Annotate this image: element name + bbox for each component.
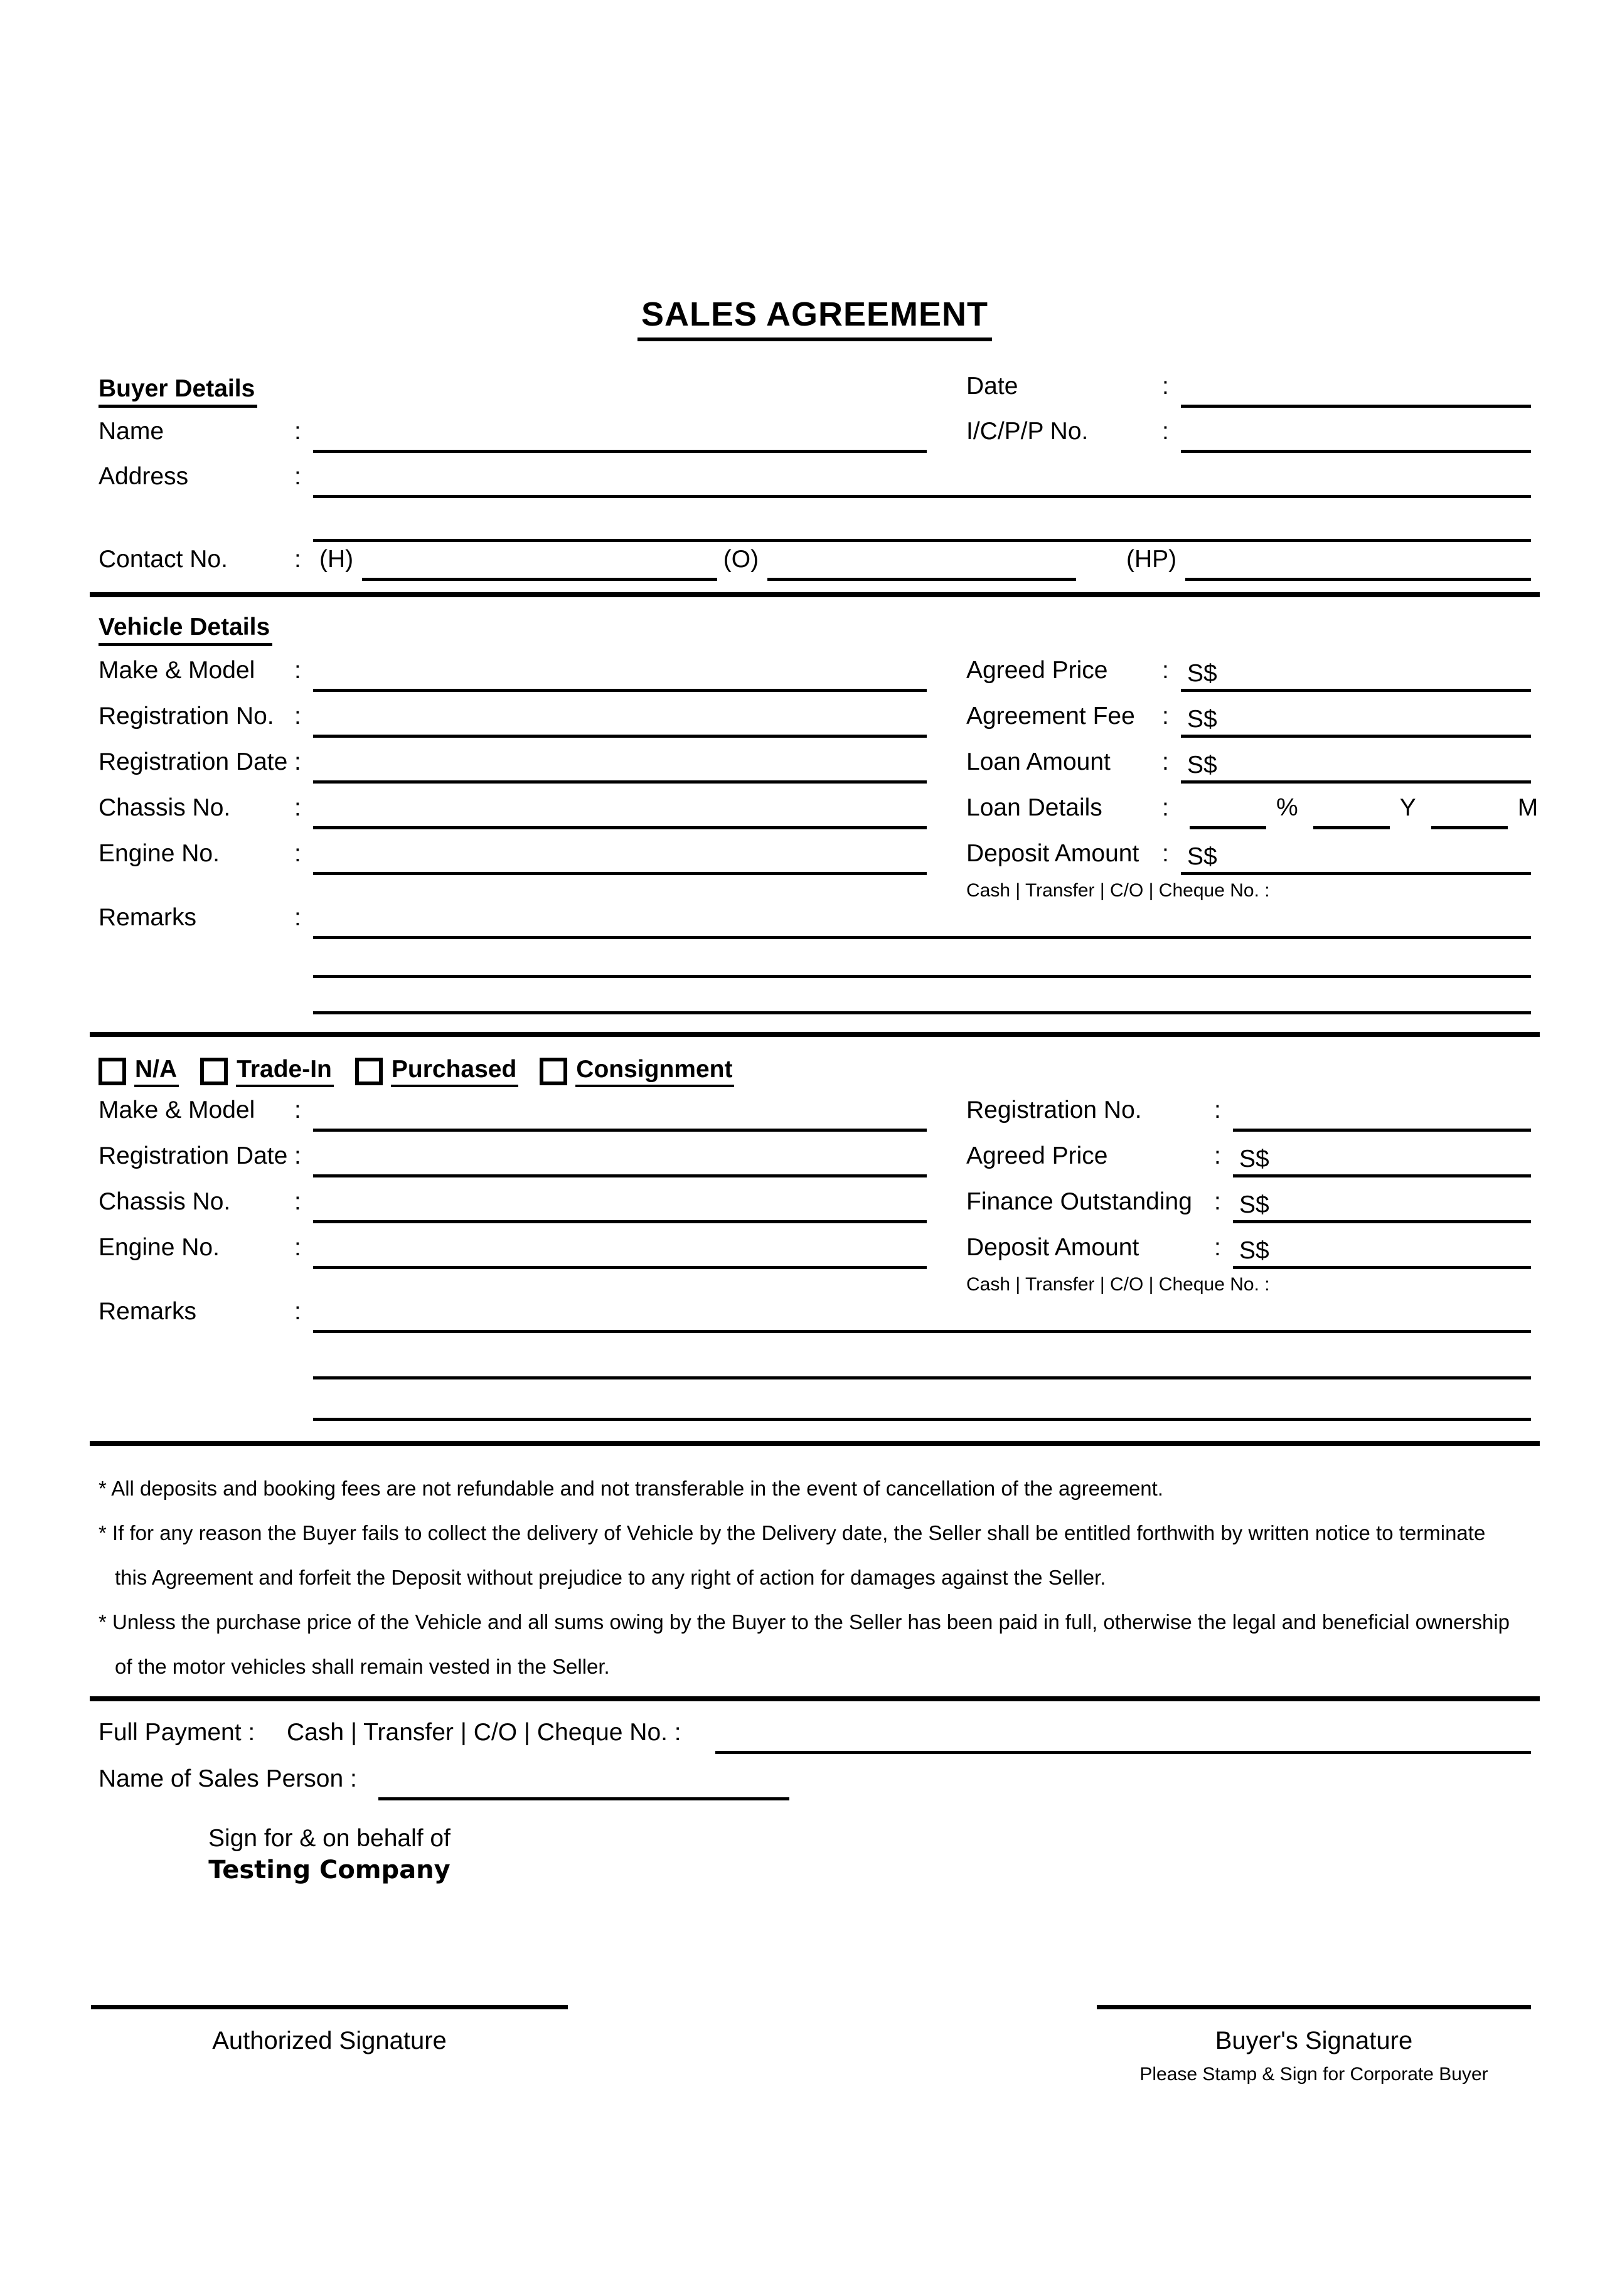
address-colon: : <box>294 463 301 490</box>
sign-on-behalf-text: Sign for & on behalf of <box>208 1825 451 1852</box>
vehicle-registration-date-line[interactable] <box>313 752 927 784</box>
vehicle-make-model-line[interactable] <box>313 660 927 692</box>
agreement-fee-colon: : <box>1162 703 1169 730</box>
finance-outstanding-label: Finance Outstanding <box>966 1188 1192 1215</box>
vehicle-deposit-currency: S$ <box>1187 843 1217 870</box>
tradein-deposit-amount-line[interactable] <box>1233 1237 1531 1269</box>
trade-in-checkbox[interactable] <box>200 1058 228 1085</box>
loan-months-line[interactable] <box>1431 801 1508 829</box>
agreed-price-line[interactable] <box>1181 660 1531 692</box>
vehicle-details-heading: Vehicle Details <box>99 614 272 646</box>
ic-colon: : <box>1162 418 1169 445</box>
page-title: SALES AGREEMENT <box>637 295 992 341</box>
vehicle-deposit-amount-label: Deposit Amount <box>966 840 1139 867</box>
terms-note-2-continued: this Agreement and forfeit the Deposit without prejudice to any right of action for damages against the Seller. <box>115 1565 1106 1589</box>
vehicle-registration-no-line[interactable] <box>313 706 927 738</box>
tradein-make-model-label: Make & Model <box>99 1097 255 1124</box>
tradein-registration-date-line[interactable] <box>313 1145 927 1177</box>
na-checkbox[interactable] <box>99 1058 126 1085</box>
terms-note-2: * If for any reason the Buyer fails to collect the delivery of Vehicle by the Delivery date, the Seller shall be entitled forthwith by written notice to terminate <box>99 1521 1486 1544</box>
sales-person-line[interactable] <box>378 1768 789 1800</box>
loan-rate-line[interactable] <box>1190 801 1266 829</box>
date-label: Date <box>966 373 1018 400</box>
tradein-registration-no-colon: : <box>1214 1097 1221 1124</box>
authorized-signature-line[interactable] <box>91 2005 568 2009</box>
tradein-payment-modes: Cash | Transfer | C/O | Cheque No. : <box>966 1274 1270 1295</box>
tradein-registration-date-label: Registration Date <box>99 1142 288 1169</box>
tradein-deposit-amount-colon: : <box>1214 1234 1221 1261</box>
tradein-agreed-price-line[interactable] <box>1233 1145 1531 1177</box>
loan-amount-currency: S$ <box>1187 752 1217 779</box>
ic-label: I/C/P/P No. <box>966 418 1089 445</box>
buyer-details-heading: Buyer Details <box>99 375 257 408</box>
checkbox-item-purchased[interactable] <box>355 1056 518 1087</box>
tradein-registration-no-line[interactable] <box>1233 1100 1531 1132</box>
agreement-fee-label: Agreement Fee <box>966 703 1135 730</box>
terms-note-3: * Unless the purchase price of the Vehicle and all sums owing by the Buyer to the Seller has been paid in full, otherwise the legal and beneficial ownership <box>99 1610 1510 1634</box>
vehicle-make-model-colon: : <box>294 657 301 684</box>
agreement-fee-line[interactable] <box>1181 706 1531 738</box>
vehicle-registration-date-colon: : <box>294 748 301 775</box>
tradein-remarks-label: Remarks <box>99 1298 197 1325</box>
tradein-deposit-currency: S$ <box>1239 1237 1269 1264</box>
full-payment-modes: Cash | Transfer | C/O | Cheque No. : <box>287 1719 681 1746</box>
vehicle-chassis-no-label: Chassis No. <box>99 794 231 821</box>
vehicle-deposit-amount-colon: : <box>1162 840 1169 867</box>
contact-colon: : <box>294 546 301 573</box>
contact-mobile-tag: (HP) <box>1126 546 1177 573</box>
vehicle-remarks-line-3[interactable] <box>313 982 1531 1014</box>
agreed-price-currency: S$ <box>1187 660 1217 687</box>
loan-amount-colon: : <box>1162 748 1169 775</box>
finance-outstanding-currency: S$ <box>1239 1191 1269 1218</box>
name-field-line[interactable] <box>313 421 927 453</box>
checkbox-item-na[interactable] <box>99 1056 179 1087</box>
vehicle-chassis-no-colon: : <box>294 794 301 821</box>
tradein-make-model-colon: : <box>294 1097 301 1124</box>
loan-years-line[interactable] <box>1313 801 1390 829</box>
tradein-engine-no-line[interactable] <box>313 1237 927 1269</box>
tradein-agreed-price-colon: : <box>1214 1142 1221 1169</box>
vehicle-registration-date-label: Registration Date <box>99 748 288 775</box>
corporate-buyer-note: Please Stamp & Sign for Corporate Buyer <box>1139 2064 1488 2085</box>
contact-office-tag: (O) <box>723 546 759 573</box>
terms-note-1: * All deposits and booking fees are not refundable and not transferable in the event of cancellation of the agreement. <box>99 1476 1163 1500</box>
tradein-chassis-no-line[interactable] <box>313 1191 927 1223</box>
vehicle-engine-no-label: Engine No. <box>99 840 220 867</box>
section-divider-1 <box>90 592 1540 597</box>
loan-months-label: M <box>1517 794 1539 821</box>
loan-amount-line[interactable] <box>1181 752 1531 784</box>
vehicle-engine-no-colon: : <box>294 840 301 867</box>
trade-in-checkbox-label: Trade-In <box>236 1056 334 1087</box>
checkbox-item-consignment[interactable] <box>540 1056 734 1087</box>
section-divider-4 <box>90 1696 1540 1701</box>
tradein-registration-no-label: Registration No. <box>966 1097 1142 1124</box>
tradein-engine-no-colon: : <box>294 1234 301 1261</box>
vehicle-payment-modes: Cash | Transfer | C/O | Cheque No. : <box>966 880 1270 901</box>
address-label: Address <box>99 463 189 490</box>
purchased-checkbox[interactable] <box>355 1058 383 1085</box>
agreed-price-colon: : <box>1162 657 1169 684</box>
vehicle-registration-no-colon: : <box>294 703 301 730</box>
buyer-signature-line[interactable] <box>1097 2005 1531 2009</box>
finance-outstanding-colon: : <box>1214 1188 1221 1215</box>
full-payment-cheque-line[interactable] <box>715 1722 1531 1754</box>
tradein-chassis-no-label: Chassis No. <box>99 1188 231 1215</box>
vehicle-deposit-amount-line[interactable] <box>1181 843 1531 875</box>
address-field-line-1[interactable] <box>313 466 1531 498</box>
purchased-checkbox-label: Purchased <box>391 1056 518 1087</box>
tradein-agreed-price-currency: S$ <box>1239 1145 1269 1172</box>
consignment-checkbox[interactable] <box>540 1058 567 1085</box>
ic-field-line[interactable] <box>1181 421 1531 453</box>
vehicle-remarks-line-1[interactable] <box>313 907 1531 939</box>
contact-home-line[interactable] <box>362 549 717 581</box>
agreement-fee-currency: S$ <box>1187 706 1217 733</box>
agreed-price-label: Agreed Price <box>966 657 1108 684</box>
buyer-signature-label: Buyer's Signature <box>1215 2027 1413 2054</box>
tradein-registration-date-colon: : <box>294 1142 301 1169</box>
loan-details-label: Loan Details <box>966 794 1102 821</box>
tradein-remarks-line-3[interactable] <box>313 1389 1531 1421</box>
loan-details-colon: : <box>1162 794 1169 821</box>
terms-note-3-continued: of the motor vehicles shall remain vested in the Seller. <box>115 1654 610 1678</box>
loan-years-label: Y <box>1399 794 1416 821</box>
tradein-chassis-no-colon: : <box>294 1188 301 1215</box>
contact-home-tag: (H) <box>319 546 354 573</box>
loan-amount-label: Loan Amount <box>966 748 1111 775</box>
tradein-agreed-price-label: Agreed Price <box>966 1142 1108 1169</box>
contact-office-line[interactable] <box>767 549 1076 581</box>
consignment-checkbox-label: Consignment <box>575 1056 734 1087</box>
authorized-signature-label: Authorized Signature <box>212 2027 447 2054</box>
vehicle-remarks-colon: : <box>294 904 301 931</box>
vehicle-registration-no-label: Registration No. <box>99 703 274 730</box>
tradein-engine-no-label: Engine No. <box>99 1234 220 1261</box>
finance-outstanding-line[interactable] <box>1233 1191 1531 1223</box>
date-colon: : <box>1162 373 1169 400</box>
sales-person-label: Name of Sales Person : <box>99 1765 357 1792</box>
vehicle-remarks-line-2[interactable] <box>313 946 1531 978</box>
name-label: Name <box>99 418 164 445</box>
tradein-remarks-line-1[interactable] <box>313 1301 1531 1333</box>
address-field-line-2[interactable] <box>313 510 1531 542</box>
full-payment-label: Full Payment : <box>99 1719 255 1746</box>
section-divider-3 <box>90 1441 1540 1446</box>
checkbox-item-trade-in[interactable] <box>200 1056 334 1087</box>
company-name: Testing Company <box>208 1856 451 1884</box>
tradein-deposit-amount-label: Deposit Amount <box>966 1234 1139 1261</box>
na-checkbox-label: N/A <box>134 1056 179 1087</box>
vehicle-remarks-label: Remarks <box>99 904 197 931</box>
name-colon: : <box>294 418 301 445</box>
vehicle-engine-no-line[interactable] <box>313 843 927 875</box>
tradein-remarks-colon: : <box>294 1298 301 1325</box>
loan-percent-label: % <box>1276 794 1298 821</box>
contact-mobile-line[interactable] <box>1185 549 1531 581</box>
section-divider-2 <box>90 1032 1540 1037</box>
tradein-make-model-line[interactable] <box>313 1100 927 1132</box>
date-field-line[interactable] <box>1181 376 1531 408</box>
contact-label: Contact No. <box>99 546 228 573</box>
vehicle-chassis-no-line[interactable] <box>313 797 927 829</box>
vehicle-make-model-label: Make & Model <box>99 657 255 684</box>
tradein-remarks-line-2[interactable] <box>313 1347 1531 1379</box>
